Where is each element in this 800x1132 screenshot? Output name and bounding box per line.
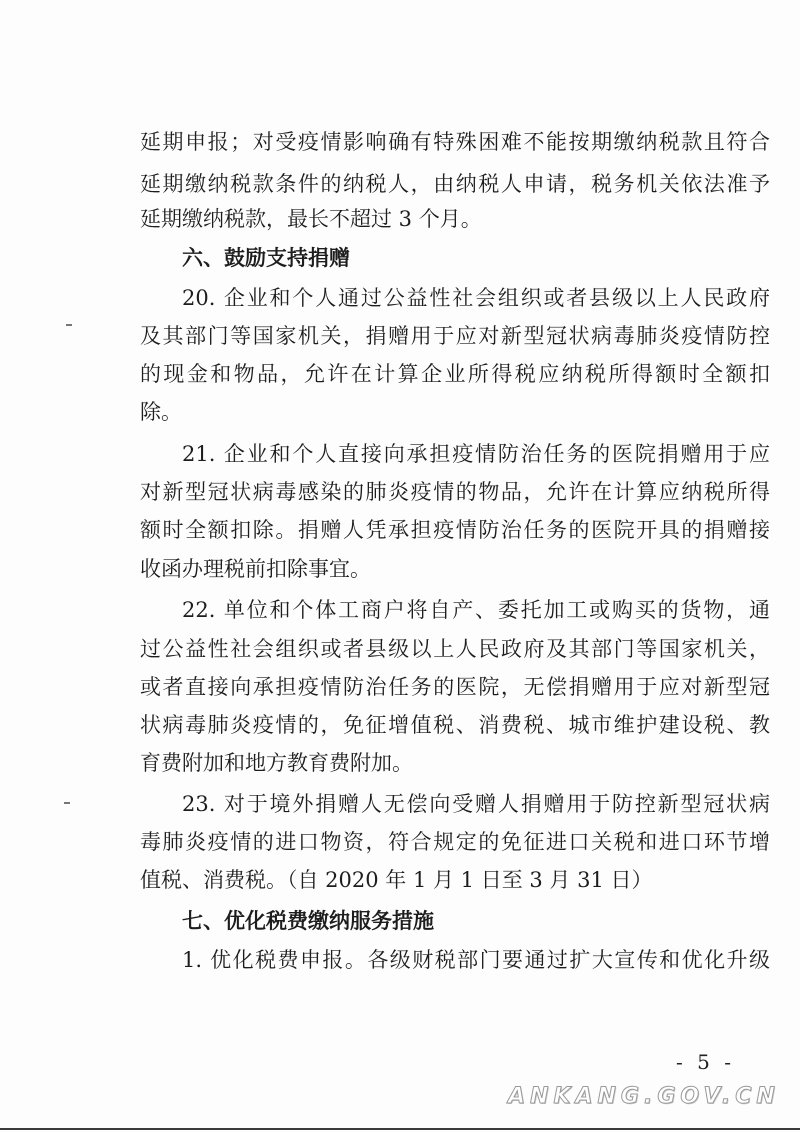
text-line: 1. 优化税费申报。各级财税部门要通过扩大宣传和优化升级: [182, 948, 770, 972]
text-line: 收函办理税前扣除事宜。: [140, 557, 371, 581]
text-line: 毒肺炎疫情的进口物资，符合规定的免征进口关税和进口环节增: [140, 830, 770, 854]
text-line: 或者直接向承担疫情防治任务的医院，无偿捐赠用于应对新型冠: [140, 675, 770, 699]
text-line: 22. 单位和个体工商户将自产、委托加工或购买的货物，通: [182, 598, 770, 622]
text-line: 20. 企业和个人通过公益性社会组织或者县级以上人民政府: [182, 286, 770, 310]
section-heading: 六、鼓励支持捐赠: [182, 246, 350, 270]
text-line: 延期缴纳税款，最长不超过 3 个月。: [140, 207, 482, 231]
text-line: 23. 对于境外捐赠人无偿向受赠人捐赠用于防控新型冠状病: [182, 792, 770, 816]
watermark: ANKANG.GOV.CN: [508, 1084, 780, 1109]
text-line: 值税、消费税。（自 2020 年 1 月 1 日至 3 月 31 日）: [140, 868, 653, 892]
text-line: 延期缴纳税款条件的纳税人，由纳税人申请，税务机关依法准予: [140, 172, 770, 196]
bottom-rule: [0, 1128, 800, 1130]
text-line: 的现金和物品，允许在计算企业所得税应纳税所得额时全额扣: [140, 362, 770, 386]
text-line: 除。: [140, 400, 182, 424]
page-number: - 5 -: [676, 1050, 735, 1074]
text-line: 额时全额扣除。捐赠人凭承担疫情防治任务的医院开具的捐赠接: [140, 518, 770, 542]
text-line: 21. 企业和个人直接向承担疫情防治任务的医院捐赠用于应: [182, 442, 770, 466]
text-line: 过公益性社会组织或者县级以上人民政府及其部门等国家机关，: [140, 637, 770, 661]
text-line: 延期申报；对受疫情影响确有特殊困难不能按期缴纳税款且符合: [140, 130, 770, 154]
scan-mark: [66, 324, 72, 326]
text-line: 状病毒肺炎疫情的，免征增值税、消费税、城市维护建设税、教: [140, 713, 770, 737]
scan-mark: [64, 802, 70, 804]
text-line: 对新型冠状病毒感染的肺炎疫情的物品，允许在计算应纳税所得: [140, 480, 770, 504]
text-line: 育费附加和地方教育费附加。: [140, 751, 413, 775]
section-heading: 七、优化税费缴纳服务措施: [182, 909, 434, 933]
text-line: 及其部门等国家机关，捐赠用于应对新型冠状病毒肺炎疫情防控: [140, 324, 770, 348]
